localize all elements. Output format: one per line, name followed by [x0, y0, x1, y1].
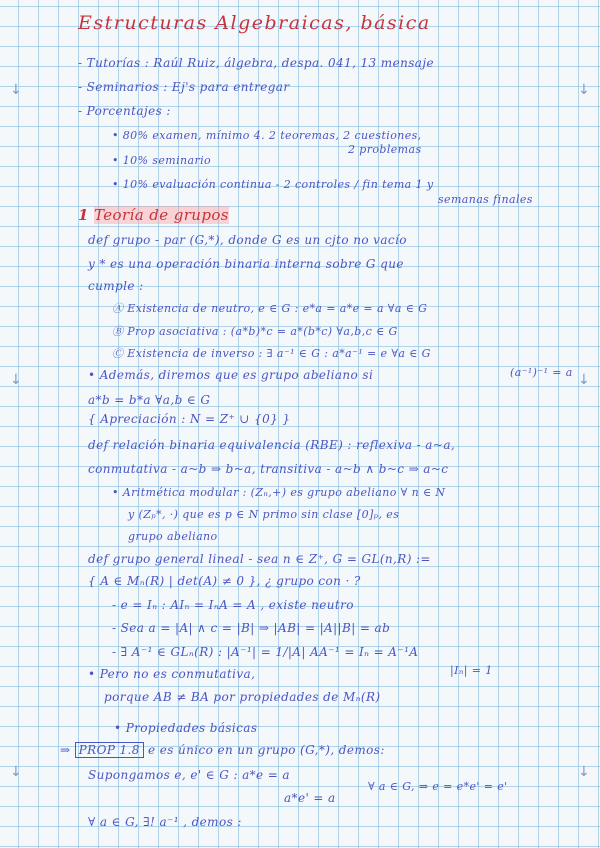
- suponer-conclusion: ∀ a ∈ G, ⇒ e = e*e' = e': [368, 780, 508, 793]
- def-grupo-3: cumple :: [88, 279, 144, 293]
- abeliano-1: • Además, diremos que es grupo abeliano si: [88, 368, 374, 382]
- aritmetica-1: • Aritmética modular : (Zₙ,+) es grupo abeliano ∀ n ∈ N: [112, 486, 446, 499]
- axiom-c: Ⓒ Existencia de inverso : ∃ a⁻¹ ∈ G : a*a⁻¹ = e ∀a ∈ G: [112, 347, 431, 360]
- margin-mark: ↓: [10, 372, 22, 388]
- line-percent-80: • 80% examen, mínimo 4. 2 teoremas, 2 cuestiones,: [112, 129, 422, 142]
- margin-mark: ↓: [578, 372, 590, 388]
- suponer-1: Supongamos e, e' ∈ G : a*e = a: [88, 768, 290, 782]
- margin-mark: ↓: [10, 764, 22, 780]
- line-percent-10-evaluacion: • 10% evaluación continua - 2 controles / fin tema 1 y: [112, 178, 434, 191]
- relacion-2: conmutativa - a~b ⇒ b~a, transitiva - a~b ∧ b~c ⇒ a~c: [88, 462, 449, 476]
- apreciacion: { Apreciación : N = Z⁺ ∪ {0} }: [88, 412, 291, 426]
- section-title: Teoría de grupos: [94, 206, 229, 224]
- section-number: 1: [78, 206, 89, 224]
- axiom-c-note: (a⁻¹)⁻¹ = a: [510, 366, 573, 379]
- propiedades-basicas: • Propiedades básicas: [114, 721, 258, 735]
- line-seminarios: - Seminarios : Ej's para entregar: [78, 80, 290, 94]
- prop-1-8-line: ⇒ PROP 1.8 e es único en un grupo (G,*), demos:: [60, 743, 385, 757]
- section-heading: [78, 206, 229, 224]
- margin-mark: ↓: [578, 764, 590, 780]
- line-percent-10-seminario: • 10% seminario: [112, 154, 212, 167]
- gl-inverso: - ∃ A⁻¹ ∈ GLₙ(R) : |A⁻¹| = 1/|A| AA⁻¹ = Iₙ = A⁻¹A: [112, 645, 419, 659]
- line-percent-80-cont: 2 problemas: [348, 143, 422, 156]
- line-tutorias: - Tutorías : Raúl Ruiz, álgebra, despa. 041, 13 mensaje: [78, 56, 434, 70]
- axiom-a: Ⓐ Existencia de neutro, e ∈ G : e*a = a*e = a ∀a ∈ G: [112, 302, 428, 315]
- gl-porque: porque AB ≠ BA por propiedades de Mₙ(R): [104, 690, 381, 704]
- prop-1-8-label: PROP 1.8: [75, 742, 144, 758]
- margin-mark: ↓: [10, 82, 22, 98]
- gl-no-conmutativa: • Pero no es conmutativa,: [88, 667, 256, 681]
- gl-def-1: def grupo general lineal - sea n ∈ Z⁺, G = GL(n,R) :=: [88, 552, 431, 566]
- abeliano-2: a*b = b*a ∀a,b ∈ G: [88, 393, 211, 407]
- gl-neutro: - e = Iₙ : AIₙ = IₙA = A , existe neutro: [112, 598, 354, 612]
- def-grupo-1: def grupo - par (G,*), donde G es un cjto no vacío: [88, 233, 407, 247]
- gl-determinante: - Sea a = |A| ∧ c = |B| ⇒ |AB| = |A||B| = ab: [112, 621, 391, 635]
- gl-identity-note: |Iₙ| = 1: [450, 664, 493, 677]
- margin-mark: ↓: [578, 82, 590, 98]
- suponer-2: a*e' = a: [284, 791, 336, 805]
- line-porcentajes: - Porcentajes :: [78, 104, 171, 118]
- aritmetica-3: grupo abeliano: [128, 530, 218, 543]
- def-grupo-2: y * es una operación binaria interna sobre G que: [88, 257, 404, 271]
- prop-1-8-text: e es único en un grupo (G,*), demos:: [148, 743, 385, 757]
- gl-def-2: { A ∈ Mₙ(R) | det(A) ≠ 0 }, ¿ grupo con · ?: [88, 574, 361, 588]
- aritmetica-2: y (Zₚ*, ·) que es p ∈ N primo sin clase [0]ₚ, es: [128, 508, 400, 521]
- page-title: Estructuras Algebraicas, básica: [78, 12, 431, 34]
- relacion-1: def relación binaria equivalencia (RBE) : reflexiva - a~a,: [88, 438, 456, 452]
- inverso-unico: ∀ a ∈ G, ∃! a⁻¹ , demos :: [88, 815, 242, 829]
- axiom-b: Ⓑ Prop asociativa : (a*b)*c = a*(b*c) ∀a,b,c ∈ G: [112, 325, 398, 338]
- line-percent-10-cont: semanas finales: [438, 193, 533, 206]
